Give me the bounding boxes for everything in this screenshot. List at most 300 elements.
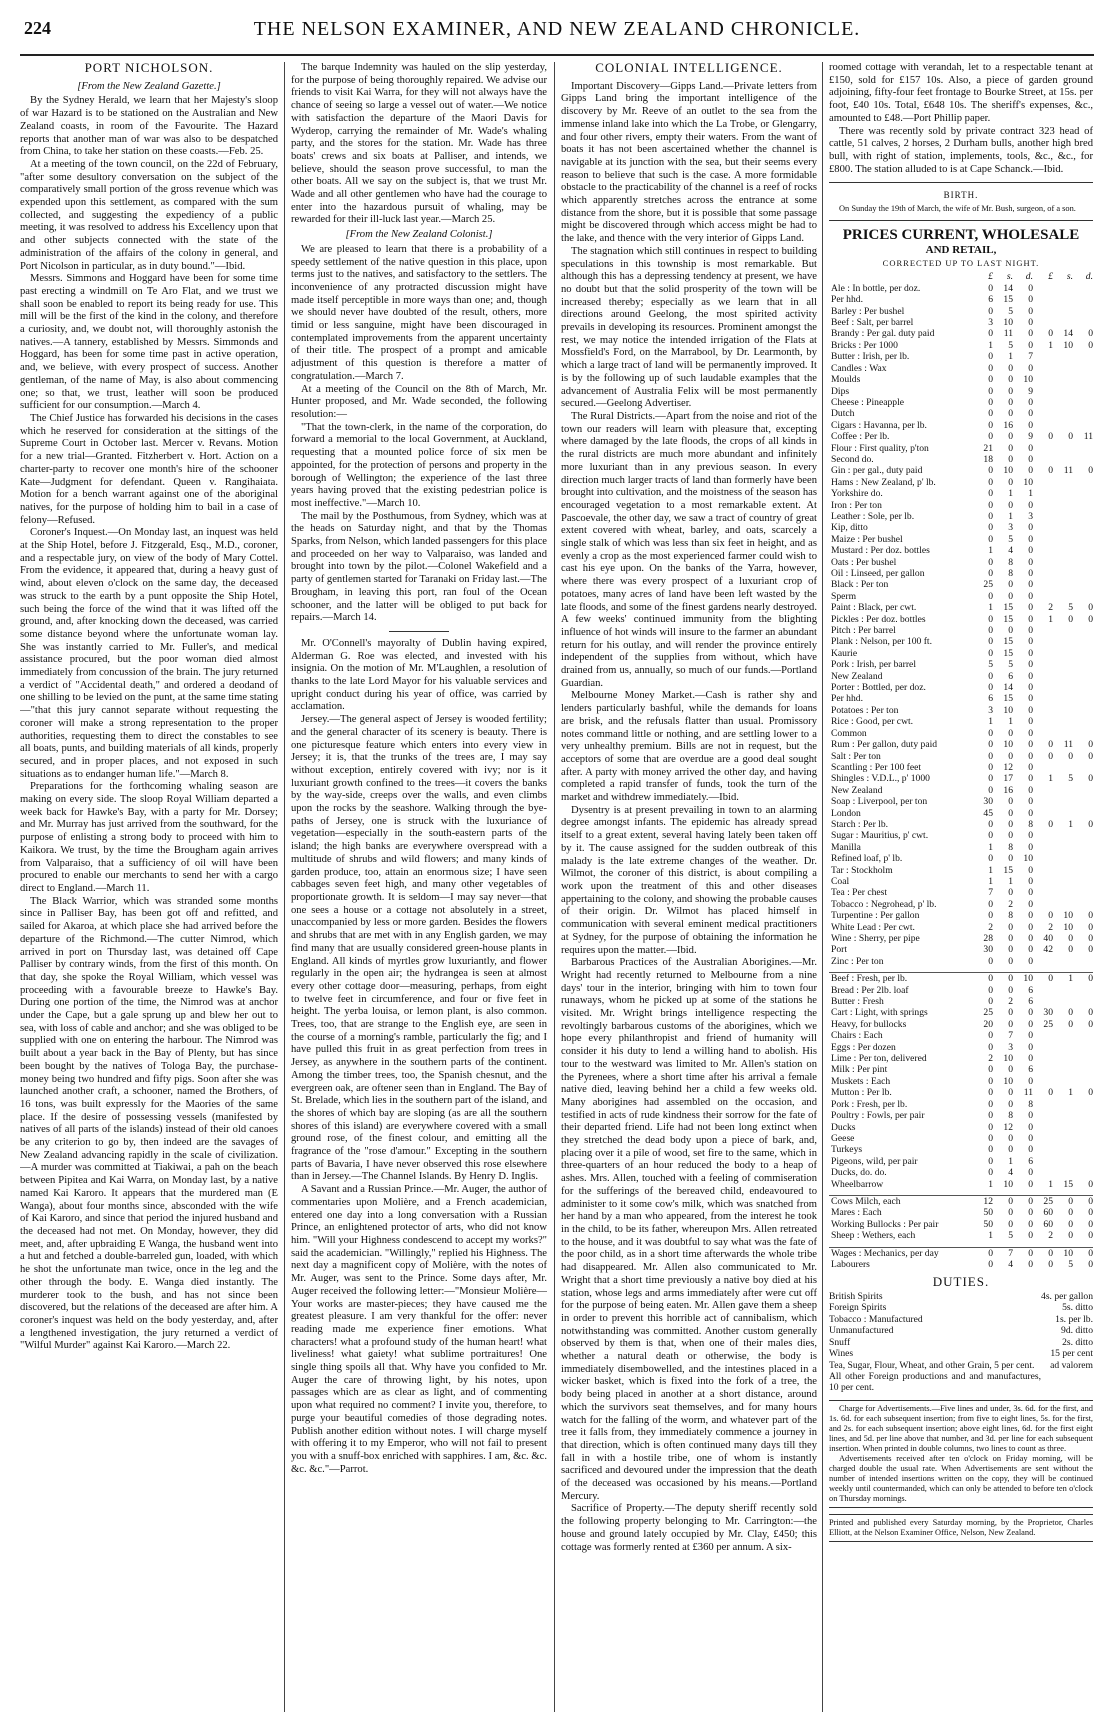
price-row [829, 933, 1093, 944]
price-amount [1073, 283, 1093, 294]
price-item: Lime : Per ton, delivered [831, 1053, 927, 1065]
article-body [20, 95, 278, 1353]
price-item: Rum : Per gallon, duty paid [831, 739, 938, 751]
price-amount: 0 [1048, 328, 1053, 340]
price-amount: 0 [988, 1110, 993, 1122]
price-amount: 0 [1088, 944, 1093, 956]
price-amount: 15 [1003, 636, 1013, 648]
price-amount: 0 [988, 1132, 993, 1144]
currency-label: s. [1066, 271, 1073, 283]
price-row [829, 477, 1093, 488]
price-amount [1033, 317, 1053, 328]
price-amount: 0 [1028, 408, 1033, 420]
price-item: Moulds [831, 374, 861, 386]
price-amount [1033, 1030, 1053, 1041]
price-amount: 1 [988, 602, 993, 614]
price-item: Butter : Irish, per lb. [831, 351, 910, 363]
price-item: Manilla [831, 841, 861, 853]
price-row [829, 386, 1093, 397]
price-amount: 0 [1088, 933, 1093, 944]
price-amount [1033, 1064, 1053, 1075]
price-row [829, 899, 1093, 910]
price-amount: 0 [1088, 1218, 1093, 1230]
price-row [829, 1156, 1093, 1167]
price-amount: 0 [988, 1258, 993, 1270]
price-item: Pigeons, wild, per pair [831, 1155, 918, 1167]
price-row [829, 511, 1093, 522]
price-amount: 12 [983, 1195, 993, 1207]
price-amount [1073, 408, 1093, 419]
price-amount: 0 [988, 1087, 993, 1099]
column-rule [822, 62, 823, 1712]
price-amount: 0 [1008, 431, 1013, 443]
price-row [829, 1219, 1093, 1230]
article-paragraph: Dysentry is at present prevailing in town to an alarming degree amongst infants. The epidemic has already spread itself to a great extent, several having lately been taken off by it. The cause assigned for the sudden outbreak of this malady is the late extreme changes of the weather. Dr. Wilmot, the coroner of this district, is about compiling a work upon the treatment of this and other diseases appertaining to the colony, and showing the probable causes of their origin. Dr. Wilmot has placed himself in communication with several eminent medical practitioners at Sydney, for the purpose of obtaining the information he requires upon the matter.—Ibid. [561, 804, 817, 956]
price-amount: 10 [1023, 853, 1033, 865]
price-item: Beef : Fresh, per lb. [831, 973, 908, 985]
price-amount: 0 [1028, 750, 1033, 762]
price-item: White Lead : Per cwt. [831, 921, 915, 933]
price-amount: 0 [1028, 693, 1033, 705]
price-amount [1073, 1076, 1093, 1087]
price-amount: 0 [1028, 807, 1033, 819]
price-row [829, 956, 1093, 967]
price-amount: 0 [1028, 1178, 1033, 1190]
price-amount: 0 [1028, 784, 1033, 796]
price-item: Cigars : Havanna, per lb. [831, 419, 927, 431]
price-amount: 0 [1028, 944, 1033, 956]
price-amount [1073, 625, 1093, 636]
price-amount: 1 [988, 716, 993, 728]
price-amount: 16 [1003, 784, 1013, 796]
price-row [829, 693, 1093, 704]
price-amount: 0 [1028, 396, 1033, 408]
price-item: Mutton : Per lb. [831, 1087, 892, 1099]
price-amount: 1 [1048, 773, 1053, 785]
prices-rows-retail [829, 973, 1093, 1190]
price-amount [1073, 351, 1093, 362]
currency-label: s. [1006, 271, 1013, 283]
price-amount: 5 [1008, 1230, 1013, 1242]
price-amount: 0 [1028, 1018, 1033, 1030]
price-amount [1053, 705, 1073, 716]
price-amount [1073, 830, 1093, 841]
price-amount: 0 [1088, 910, 1093, 922]
price-amount: 0 [1068, 750, 1073, 762]
price-row [829, 568, 1093, 579]
price-amount [1073, 568, 1093, 579]
price-amount [1033, 1156, 1053, 1167]
price-amount: 0 [1028, 670, 1033, 682]
price-item: Per hhd. [831, 294, 863, 306]
price-amount [1053, 511, 1073, 522]
price-amount: 30 [983, 944, 993, 956]
price-amount [1053, 374, 1073, 385]
price-amount [1053, 996, 1073, 1007]
price-amount: 0 [1028, 1110, 1033, 1122]
price-row [829, 443, 1093, 454]
price-amount: 0 [988, 1121, 993, 1133]
price-amount: 0 [988, 625, 993, 637]
price-row [829, 1144, 1093, 1155]
price-row [829, 865, 1093, 876]
price-amount: 0 [1028, 739, 1033, 751]
price-amount: 6 [1028, 996, 1033, 1008]
price-row [829, 1019, 1093, 1030]
price-amount: 5 [1068, 602, 1073, 614]
price-item: Kip, ditto [831, 522, 868, 534]
price-amount [1053, 545, 1073, 556]
price-amount [1033, 351, 1053, 362]
price-row [829, 614, 1093, 625]
price-amount: 0 [1088, 465, 1093, 477]
article-paragraph: The stagnation which still continues in respect to building speculations in this township is most remarkable. But although this has a depressing tendency at present, we have no doubt but that the solid prosperity of the town will be increased thereby; especially as we learn that in all directions around Geelong, the most spirited activity prevails in developing its resources. Prominent amongst the rest, we may notice the intended irrigation of the Flats at Mossfield's Ford, on the Marrabool, by Dr. Learmonth, by which a large tract of land will be permanently improved. It is by the following up of such laudable examples that the advancement of Australia Felix will be most permanently secured.—Geelong Advertiser. [561, 245, 817, 410]
price-amount: 45 [983, 807, 993, 819]
price-amount [1033, 830, 1053, 841]
price-amount: 0 [1068, 1218, 1073, 1230]
currency-label: d. [1025, 271, 1033, 283]
price-amount [1033, 397, 1053, 408]
page-number: 224 [24, 18, 51, 38]
price-amount: 0 [1028, 716, 1033, 728]
price-amount [1053, 808, 1073, 819]
price-amount: 0 [1028, 921, 1033, 933]
price-amount [1033, 671, 1053, 682]
column-rule [554, 62, 555, 1712]
price-amount: 0 [1028, 613, 1033, 625]
price-amount: 0 [988, 773, 993, 785]
price-amount [1033, 876, 1053, 887]
price-amount: 1 [1008, 351, 1013, 363]
price-item: Porter : Bottled, per doz. [831, 682, 926, 694]
price-amount: 0 [1088, 1207, 1093, 1219]
price-amount [1053, 899, 1073, 910]
duties-title: DUTIES. [932, 1274, 990, 1290]
price-amount [1033, 477, 1053, 488]
price-amount: 0 [988, 362, 993, 374]
price-amount: 0 [1008, 1207, 1013, 1219]
duty-item: Snuff [829, 1336, 851, 1348]
price-amount [1053, 408, 1073, 419]
price-amount [1053, 762, 1073, 773]
price-amount: 0 [1068, 1195, 1073, 1207]
price-item: Poultry : Fowls, per pair [831, 1110, 925, 1122]
price-amount: 0 [1028, 682, 1033, 694]
price-amount: 0 [1088, 602, 1093, 614]
price-amount [1053, 351, 1073, 362]
price-row [829, 922, 1093, 933]
price-item: Chairs : Each [831, 1030, 883, 1042]
price-amount: 10 [1023, 374, 1033, 386]
price-amount [1073, 1030, 1093, 1041]
price-amount [1073, 1099, 1093, 1110]
article-paragraph: Coroner's Inquest.—On Monday last, an inquest was held at the Ship Hotel, before J. Fitzgerald, Esq., M.D., coroner, and a respectable jury, on view of the body of Mary Cottel. From the evidence, it appeared that, during a heavy gust of wind, about eleven o'clock on the same day, the deceased was struck to the earth by a punt opposite the Ship Hotel, such being the force of the wind that it was lifted off the ground, and, after knocking down the deceased, was carried some distance beyond where the unfortunate woman lay. She was instantly carried to Mr. Fuller's, and medical assistance procured, but the poor woman died almost immediately from concussion of the brain. The jury returned a verdict of "Accidental death," and ordered a deodand of one shilling to be levied on the punt, at the same time stating—"that this jury cannot separate without requesting the coroner will make a strong representation to the proper authorities, requesting them to direct the constables to see all boats, punts, and building materials of all kinds, properly secured, and in proper places, and not exposed in such situations as to endanger human life."—March 8. [20, 527, 278, 780]
price-amount [1033, 420, 1053, 431]
price-row [829, 454, 1093, 465]
price-amount [1033, 511, 1053, 522]
price-amount: 0 [1088, 773, 1093, 785]
article-paragraph: At a meeting of the Council on the 8th of March, Mr. Hunter proposed, and Mr. Wade seconded, the following resolution:— [291, 383, 547, 420]
price-row [829, 682, 1093, 693]
price-amount: 1 [1028, 488, 1033, 500]
price-item: Pork : Fresh, per lb. [831, 1098, 908, 1110]
price-item: Soap : Liverpool, per ton [831, 796, 928, 808]
price-amount [1033, 294, 1053, 305]
price-amount [1053, 579, 1073, 590]
price-amount: 11 [1003, 328, 1013, 340]
price-amount [1073, 1110, 1093, 1121]
price-amount: 6 [988, 294, 993, 306]
price-item: Heavy, for bullocks [831, 1018, 907, 1030]
price-item: Cows Milch, each [831, 1195, 901, 1207]
price-amount: 6 [1008, 670, 1013, 682]
price-amount: 25 [1043, 1018, 1053, 1030]
price-amount: 0 [1028, 1053, 1033, 1065]
price-amount: 3 [1008, 522, 1013, 534]
price-item: Dutch [831, 408, 855, 420]
article-paragraph: At a meeting of the town council, on the 22d of February, "after some desultory conversation on the subject of the comparatively small portion of the gross revenue which was expended upon this settlement, as compared with the sum collected, and suggesting the expediency of a public meeting, it was resolved to address his Excellency upon that and other subjects connected with the state of the administration of the affairs of the colony in general, and Port Nicolson in particular, as in duty bound."—Ibid. [20, 158, 278, 272]
article-paragraph: Important Discovery—Gipps Land.—Private letters from Gipps Land bring the important intelligence of the discovery by Mr. Reeve of an outlet to the sea from the immense inland lake into which the La Trobe, or Glengarry, and four other rivers, empty their waters. From the want of boats it has not been ascertained whether the channel is navigable at its junction with the sea, but their seems every reason to believe that such is the case. A more formidable obstacle to the practicability of the channel is a reef of rocks which apparently stretches across the entrance at some distance from the shore, but it is possible that some passage might be discovered through which access might be had to the lake, and thence with the very interior of Gipps Land. [561, 80, 817, 245]
price-item: Leather : Sole, per lb. [831, 510, 915, 522]
price-amount: 0 [988, 1155, 993, 1167]
price-amount: 0 [1008, 590, 1013, 602]
price-amount [1073, 386, 1093, 397]
price-amount [1033, 591, 1053, 602]
price-amount: 0 [988, 973, 993, 985]
price-amount: 0 [988, 996, 993, 1008]
price-amount [1053, 785, 1073, 796]
price-amount [1073, 876, 1093, 887]
price-amount: 12 [1003, 761, 1013, 773]
price-amount: 5 [1008, 533, 1013, 545]
price-amount: 0 [1008, 453, 1013, 465]
price-amount: 0 [1008, 374, 1013, 386]
price-item: Bricks : Per 1000 [831, 339, 898, 351]
price-item: Ale : In bottle, per doz. [831, 282, 921, 294]
price-amount [1073, 1156, 1093, 1167]
currency-label: £ [988, 271, 993, 283]
price-amount [1073, 682, 1093, 693]
price-amount: 11 [1063, 465, 1073, 477]
price-amount [1033, 808, 1053, 819]
price-amount: 12 [1003, 1121, 1013, 1133]
price-amount: 6 [1028, 1155, 1033, 1167]
price-amount [1053, 1042, 1073, 1053]
price-amount [1033, 796, 1053, 807]
price-amount [1033, 568, 1053, 579]
price-amount [1053, 1156, 1073, 1167]
price-amount: 0 [988, 682, 993, 694]
price-item: Milk : Per pint [831, 1064, 888, 1076]
price-amount: 8 [1008, 556, 1013, 568]
price-row [829, 785, 1093, 796]
price-row [829, 1007, 1093, 1018]
price-amount [1073, 887, 1093, 898]
price-amount: 14 [1003, 282, 1013, 294]
price-amount: 0 [988, 488, 993, 500]
price-amount: 0 [1028, 282, 1033, 294]
price-amount: 2 [1048, 602, 1053, 614]
price-amount [1073, 363, 1093, 374]
price-item: London [831, 807, 861, 819]
price-amount [1073, 454, 1093, 465]
price-amount: 0 [988, 613, 993, 625]
article-body [291, 62, 547, 227]
price-amount: 0 [1008, 807, 1013, 819]
price-amount: 0 [988, 282, 993, 294]
price-amount [1033, 1144, 1053, 1155]
price-amount [1033, 1042, 1053, 1053]
price-item: Black : Per ton [831, 579, 889, 591]
price-amount: 0 [1088, 1247, 1093, 1259]
price-amount [1073, 996, 1093, 1007]
price-row [829, 1179, 1093, 1190]
price-amount: 0 [988, 1247, 993, 1259]
price-row [829, 363, 1093, 374]
duty-rate: 4s. per gallon [1041, 1291, 1093, 1303]
price-item: Hams : New Zealand, p' lb. [831, 476, 936, 488]
column-1 [20, 62, 278, 1712]
price-amount [1053, 625, 1073, 636]
currency-header [829, 271, 1093, 282]
duty-rate: 5s. ditto [1062, 1302, 1093, 1314]
price-amount [1033, 408, 1053, 419]
duty-rate: ad valorem [1050, 1359, 1093, 1371]
birth-notice: On Sunday the 19th of March, the wife of Mr. Bush, surgeon, of a son. [839, 204, 1076, 214]
price-amount [1073, 1064, 1093, 1075]
price-amount: 0 [1008, 499, 1013, 511]
price-amount: 0 [988, 1098, 993, 1110]
price-amount: 0 [1008, 1195, 1013, 1207]
price-amount: 0 [1028, 875, 1033, 887]
price-amount [1073, 1053, 1093, 1064]
price-item: Mares : Each [831, 1207, 882, 1219]
price-amount: 8 [1008, 1110, 1013, 1122]
price-amount: 11 [1023, 1087, 1033, 1099]
prices-rows-wages [829, 1247, 1093, 1270]
price-item: Tea : Per chest [831, 887, 888, 899]
price-amount [1053, 397, 1073, 408]
duty-item: All other Foreign productions and and manufactures, 10 per cent. [829, 1370, 1042, 1394]
price-amount [1073, 985, 1093, 996]
price-amount: 10 [1003, 465, 1013, 477]
price-amount: 0 [1008, 362, 1013, 374]
price-amount: 0 [1008, 1218, 1013, 1230]
price-amount: 0 [1028, 1218, 1033, 1230]
article-paragraph: Sacrifice of Property.—The deputy sheriff recently sold the following property belonging to Mr. Carrington:—the house and ground lately occupied by Mr. Clay, £450; this cottage was formerly rented at £360 per annum. A six- [561, 1503, 817, 1553]
price-amount: 0 [1008, 973, 1013, 985]
price-amount: 3 [988, 317, 993, 329]
price-amount: 0 [1028, 419, 1033, 431]
price-amount: 0 [1028, 1195, 1033, 1207]
price-amount [1033, 374, 1053, 385]
price-amount: 7 [988, 887, 993, 899]
price-amount: 0 [1088, 739, 1093, 751]
price-amount [1073, 842, 1093, 853]
price-amount: 0 [988, 431, 993, 443]
price-amount: 0 [1028, 704, 1033, 716]
article-paragraph: The Chief Justice has forwarded his decisions in the cases which he reserved for consideration at the sittings of the Supreme Court in October last. Mercer v. Revans. Motion for a new trial—Granted. Fitzherbert v. Hort. Action on a charter-party to recover one month's hire of the schooner Kate—Judgment for defendant. Queen v. Rangihaiata. Motion for a bench warrant against one of the aboriginal natives, for the purpose of holding him to bail in a case of felony—Refused. [20, 412, 278, 526]
price-amount: 0 [1088, 818, 1093, 830]
price-amount [1053, 636, 1073, 647]
price-amount: 28 [983, 933, 993, 944]
price-amount: 0 [988, 556, 993, 568]
price-amount [1053, 1133, 1073, 1144]
price-item: Wine : Sherry, per pipe [831, 933, 920, 944]
price-amount: 0 [988, 830, 993, 842]
price-amount [1053, 386, 1073, 397]
duties-table [829, 1291, 1093, 1394]
price-amount: 0 [1048, 739, 1053, 751]
price-row [829, 420, 1093, 431]
price-row [829, 973, 1093, 985]
duty-item: Tea, Sugar, Flour, Wheat, and other Grain, 5 per cent. [829, 1359, 1035, 1371]
price-row [829, 522, 1093, 533]
price-item: Labourers [831, 1258, 870, 1270]
price-amount: 7 [1008, 1247, 1013, 1259]
price-amount: 0 [988, 465, 993, 477]
price-amount [1033, 1076, 1053, 1087]
price-amount: 0 [1028, 727, 1033, 739]
price-row [829, 819, 1093, 830]
price-amount: 6 [1028, 984, 1033, 996]
price-row [829, 887, 1093, 898]
price-row [829, 294, 1093, 305]
price-item: Geese [831, 1132, 855, 1144]
price-amount: 0 [1088, 1230, 1093, 1242]
column-rule [284, 62, 285, 1712]
price-amount: 0 [1068, 431, 1073, 443]
article-paragraph: The barque Indemnity was hauled on the slip yesterday, for the purpose of being thoroughly repaired. We advise our friends to visit Kai Warra, for they will not always have the chance of seeing so large a vessel out of water.—We notice with satisfaction the departure of the Maori Davis for Wyderop, carrying the remainder of Mr. Wade's whaling party, and the stores for the station. Mr. Wade has three boats' crews and six boats at Palliser, and intends, we believe, should the season prove successful, to man the other boats. All we say on the subject is, that we trust Mr. Wade and all other gentlemen who have had the courage to enter into the hazardous pursuit of whaling, may be rewarded for their ill-luck last year.—March 25. [291, 62, 547, 226]
price-amount [1053, 443, 1073, 454]
price-item: Yorkshire do. [831, 488, 883, 500]
price-item: Rice : Good, per cwt. [831, 716, 914, 728]
price-item: Maize : Per bushel [831, 533, 903, 545]
price-amount: 0 [1028, 328, 1033, 340]
price-amount [1033, 648, 1053, 659]
price-row [829, 671, 1093, 682]
price-amount [1053, 534, 1073, 545]
price-row [829, 659, 1093, 670]
price-amount [1033, 1110, 1053, 1121]
price-amount: 0 [1008, 1064, 1013, 1076]
price-amount: 10 [1003, 739, 1013, 751]
price-amount: 8 [1008, 568, 1013, 579]
price-amount: 2 [988, 1053, 993, 1065]
price-item: Refined loaf, p' lb. [831, 853, 903, 865]
price-amount: 0 [1028, 773, 1033, 785]
price-amount: 0 [988, 750, 993, 762]
price-amount: 0 [1048, 910, 1053, 922]
price-row [829, 488, 1093, 499]
price-amount [1033, 716, 1053, 727]
price-item: Pickles : Per doz. bottles [831, 613, 926, 625]
price-row [829, 773, 1093, 784]
price-amount: 60 [1043, 1218, 1053, 1230]
price-amount: 0 [988, 818, 993, 830]
article-paragraph: The Black Warrior, which was stranded some months since in Palliser Bay, has been got off and refitted, and sailed for Akaroa, at which place she had arrived before the departure of the Richmond.—The cutter Nimrod, which arrived in port on Thursday last, was detained off Cape Palliser by contrary winds, from the first of this month. On that day, she spoke the Royal William, which vessel was proceeding with a favourable breeze to Hawke's Bay. During one portion of the time, the Nimrod was at anchor under the Cape, but a gale sprung up and blew her out to sea, with loss of cable and anchor; and she was obliged to be supplied with one on entering the harbour. The Nimrod was built about a year back in the Bay of Plenty, but has since been bought by the natives of Tologa Bay, the purchase-money being two hundred and fifty pigs. Soon after she was launched another craft, a schooner, named the Brothers, of 16 tons, was built expressly for the Maories of the same place. If the desire of possessing vessels (manifested by natives of all parts of the islands) instead of their old canoes be any criterion to go by, then indeed are the savages of New Zealand advancing rapidly in the scale of civilization.—A murder was committed at Tiakiwai, a pah on the beach between Pipitea and Kai Warra, on Monday last, by a native named Kai Karoro. It appears that the murdered man (E Wanga), about four months since, absconded with the wife of Kai Karoro, and since that period the injured husband and the deceased had not met. On Monday, however, they did meet, and, after upbraiding E Wanga, the husband went into a hut and fetched a double-barreled gun, loaded, with which he shot the unfortunate man twice, once in the leg and the other through the body. E. Wanga died instantly. The murderer took to the bush, and has not since been discovered, but the relations of the deceased are after him. A coroner's inquest was held on the body yesterday, and, after a lengthened investigation, the jury returned a verdict of "Wilful Murder" against Kai Karoro.—March 22. [20, 895, 278, 1352]
price-amount [1033, 693, 1053, 704]
price-amount [1033, 283, 1053, 294]
price-amount [1053, 557, 1073, 568]
price-item: Kaurie [831, 647, 858, 659]
price-amount [1073, 317, 1093, 328]
price-amount [1073, 1122, 1093, 1133]
price-amount [1053, 568, 1073, 579]
price-amount [1033, 762, 1053, 773]
article-paragraph: Melbourne Money Market.—Cash is rather shy and lenders particularly bashful, while the demands for loans are brisk, and the refusals flatter than usual. Promissory notes command little or nothing, and are settling lower to a very unhealthy premium. Bills are not in request, but the acceptors of some that are overdue are a good deal sought after. A party with money arrived the other day, and having completed a rapid transfer of funds, took the turn of the market and withdrew immediately.—Ibid. [561, 690, 817, 804]
price-amount [1033, 454, 1053, 465]
